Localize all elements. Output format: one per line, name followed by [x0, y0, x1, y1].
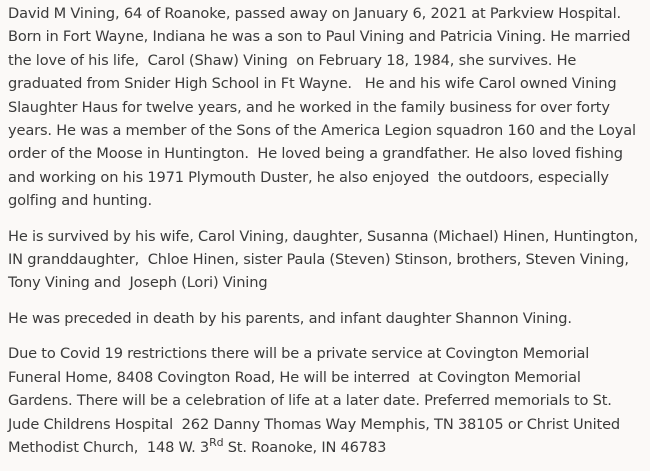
obituary-paragraph-survivors: He is survived by his wife, Carol Vining, daughter, Susanna (Michael) Hinen, Huntington, IN granddaughter, Chloe Hinen, sister Paula (Steven) Stinson, brothers, Steven Vining, Tony Vining and Joseph (Lori) Vining	[8, 227, 643, 292]
obituary-article	[8, 2, 643, 471]
obituary-paragraph-preceded: He was preceded in death by his parents, and infant daughter Shannon Vining.	[8, 309, 572, 327]
services-text: Due to Covid 19 restrictions there will be a private service at Covington Memorial Funeral Home, 8408 Covington Road, He will be interred at Covington Memorial Gardens. There will be a celebration of life at a later date. Preferred memorials to St. Jude Childrens Hospital 262 Danny Thomas Way Memphis, TN 38105 or Christ United Methodist Church, 148 W. 3	[8, 345, 625, 456]
ordinal-superscript: Rd	[209, 435, 224, 449]
services-address-tail: St. Roanoke, IN 46783	[223, 438, 387, 456]
obituary-paragraph-biography: David M Vining, 64 of Roanoke, passed away on January 6, 2021 at Parkview Hospital. Born in Fort Wayne, Indiana he was a son to Paul Vining and Patricia Vining. He married the love of his life, Carol (Shaw) Vining on February 18, 1984, she survives. He graduated from Snider High School in Ft Wayne. He and his wife Carol owned Vining Slaughter Haus for twelve years, and he worked in the family business for over forty years. He was a member of the Sons of the America Legion squadron 160 and the Loyal order of the Moose in Huntington. He loved being a grandfather. He also loved fishing and working on his 1971 Plymouth Duster, he also enjoyed the outdoors, especially golfing and hunting.	[8, 5, 641, 210]
obituary-paragraph-services	[8, 342, 640, 459]
